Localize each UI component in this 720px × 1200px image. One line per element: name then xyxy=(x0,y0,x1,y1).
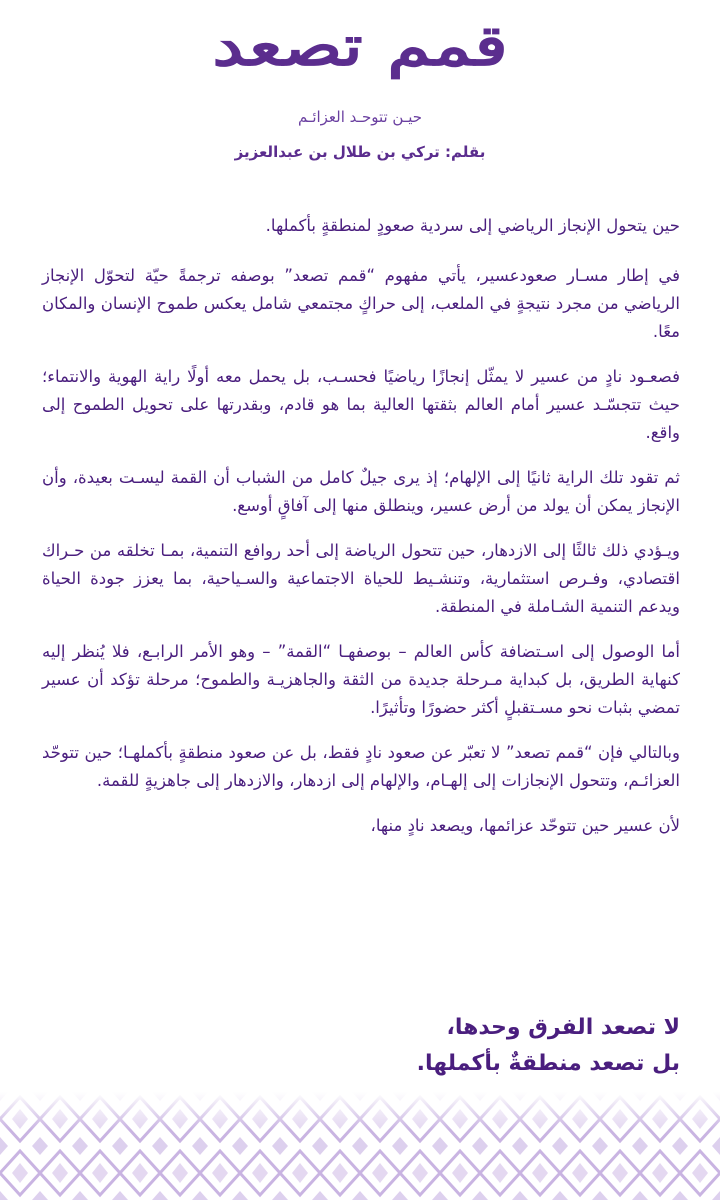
paragraph-prosperity: ويـؤدي ذلك ثالثًا إلى الازدهار، حين تتحول الرياضة إلى أحد روافع التنمية، بمـا تخلقه من حـراك اقتصادي، وفـرص استثمارية، وتنشـيط للحياة الاجتماعية والسـياحية، بما يعزز جودة الحياة ويدعم التنمية الشـاملة في المنطقة. xyxy=(42,541,680,616)
decorative-pattern-band xyxy=(0,1092,720,1200)
closing-statement xyxy=(42,1010,680,1082)
paragraph-conclusion: وبالتالي فإن “قمم تصعد” لا تعبّر عن صعود نادٍ فقط، بل عن صعود منطقةٍ بأكملهـا؛ حين تتوحّد العزائـم، وتتحول الإنجازات إلى إلهـام، والإلهام إلى ازدهار، والازدهار إلى جاهزيةٍ للقمة. xyxy=(42,743,680,790)
author-byline: بقلم: تركي بن طلال بن عبدالعزيز xyxy=(234,143,486,161)
closing-line-1: لا تصعد الفرق وحدها، xyxy=(446,1015,680,1040)
closing-line-2: بل تصعد منطقةٌ بأكملها. xyxy=(416,1051,680,1076)
tagline: حيـن تتوحـد العزائـم xyxy=(297,108,423,126)
paragraph-because: لأن عسير حين تتوحّد عزائمها، ويصعد نادٍ منها، xyxy=(370,816,680,835)
paragraph-inspiration: ثم تقود تلك الراية ثانيًا إلى الإلهام؛ إذ يرى جيلٌ كامل من الشباب أن القمة ليسـت بعيدة، وأن الإنجاز يمكن أن يولد من أرض عسير، وينطلق منها إلى آفاقٍ أوسع. xyxy=(42,468,680,515)
article-body xyxy=(42,212,680,860)
logo-wordmark: قمم تصعد xyxy=(212,13,508,79)
paragraph-identity: فصعـود نادٍ من عسير لا يمثّل إنجازًا رياضيًا فحسـب، بل يحمل معه أولًا راية الهوية والانتماء؛ حيث تتجسّـد عسير أمام العالم بثقتها العالية بما هو قادم، وبقدرتها على تحويل الطموح إلى واقع. xyxy=(42,367,680,442)
paragraph-worldcup: أما الوصول إلى اسـتضافة كأس العالم – بوصفهـا “القمة” – وهو الأمر الرابـع، فلا يُنظر إليه كنهاية الطريق، بل كبداية مـرحلة جديدة من الثقة والجاهزيـة والطموح؛ مرحلة تؤكد أن عسير تمضي بثبات نحو مسـتقبلٍ أكثر حضورًا وتأثيرًا. xyxy=(42,642,680,717)
paragraph-concept: في إطار مسـار صعودعسير، يأتي مفهوم “قمم تصعد” بوصفه ترجمةً حيّة لتحوّل الإنجاز الرياضي من مجرد نتيجةٍ في الملعب، إلى حراكٍ مجتمعي شامل يعكس طموح الإنسان والمكان معًا. xyxy=(42,266,680,341)
paragraph-intro: حين يتحول الإنجاز الرياضي إلى سردية صعودٍ لمنطقةٍ بأكملها. xyxy=(265,216,680,235)
brand-logo xyxy=(0,13,720,79)
